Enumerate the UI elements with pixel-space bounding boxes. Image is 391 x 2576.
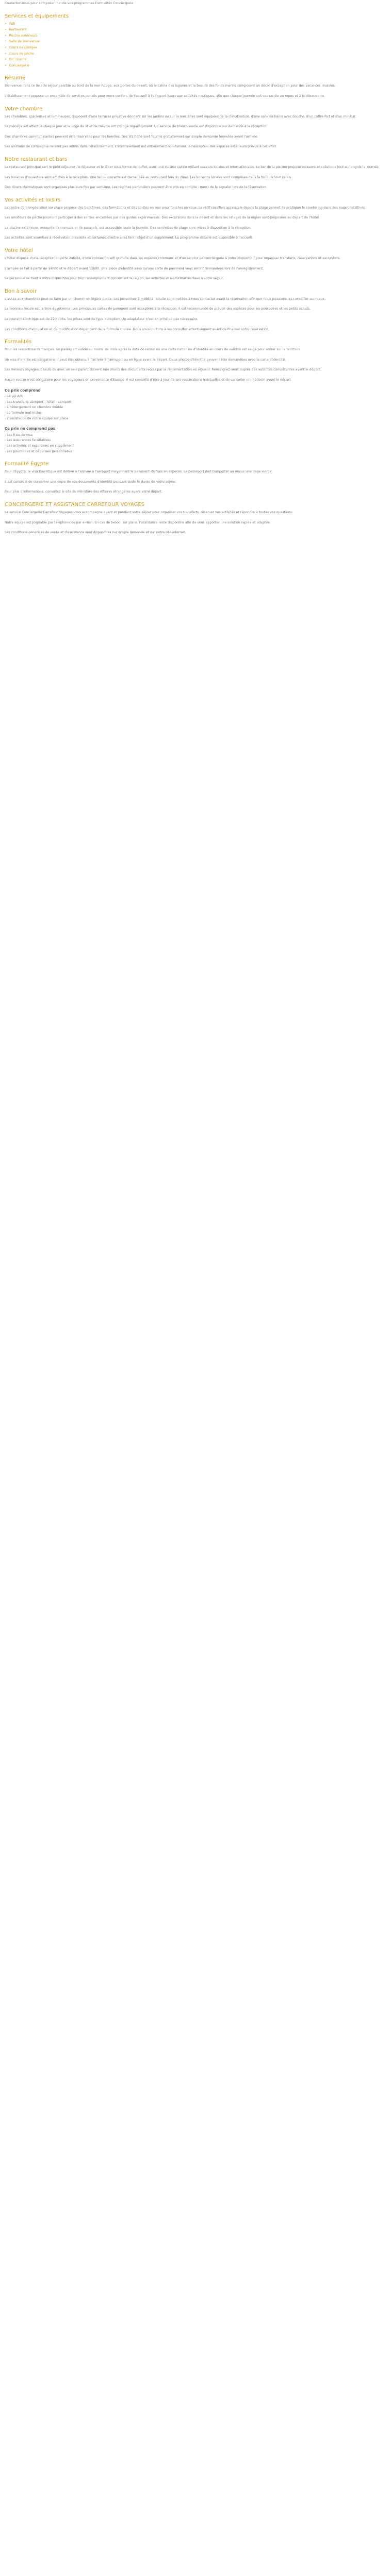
service-item[interactable] (5, 22, 386, 27)
service-link-restaurant[interactable]: Restaurant (9, 28, 27, 32)
conciergerie-paragraph: Le service Conciergerie Carrefour Voyages vous accompagne avant et pendant votre séjour pour organiser vos transferts, réserver vos activités et répondre à toutes vos questions. (5, 510, 293, 514)
bon-a-savoir-paragraph: Les conditions d'annulation et de modification dépendent de la formule choisie. Nous vous invitons à les consulter attentivement avant de finaliser votre réservation. (5, 327, 270, 331)
list-item: - Le vol A/R (5, 394, 386, 400)
formalites-paragraph: Aucun vaccin n'est obligatoire pour les voyageurs en provenance d'Europe. Il est conseillé d'être à jour de ses vaccinations habituelles et de consulter un médecin avant le départ. (5, 378, 292, 382)
service-item[interactable] (5, 33, 386, 39)
list-item: - Les pourboires et dépenses personnelles (5, 449, 386, 455)
egypte-paragraph: Pour plus d'informations, consultez le site du ministère des Affaires étrangères avant votre départ. (5, 490, 162, 494)
list-item: - Les transferts aéroport - hôtel - aéroport (5, 400, 386, 405)
service-link-excursions[interactable]: Excursions (9, 58, 26, 62)
activites-paragraph: Le centre de plongée situé sur place propose des baptêmes, des formations et des sorties en mer pour tous les niveaux. Le récif corallien accessible depuis la plage permet de pratiquer le snorkeling dans des eaux cristallines. (5, 206, 366, 210)
list-item: - Les frais de visa (5, 433, 386, 438)
bon-a-savoir-paragraph: Le courant électrique est de 220 volts, les prises sont de type européen. Un adaptateur n'est en principe pas nécessaire. (5, 317, 199, 321)
service-item[interactable] (5, 27, 386, 33)
conciergerie-title: CONCIERGERIE ET ASSISTANCE CARREFOUR VOYAGES (5, 501, 145, 507)
list-item: - L'assistance de notre équipe sur place (5, 416, 386, 422)
services-title: Services et équipements (5, 13, 69, 19)
formalites-paragraph: Pour les ressortissants français, un passeport valide au moins six mois après la date de retour ou une carte nationale d'identité en cours de validité est exigé pour entrer sur le territoire. (5, 348, 302, 352)
service-link-peche[interactable]: Cours de pêche (9, 52, 34, 56)
bon-a-savoir-paragraph: La monnaie locale est la livre égyptienne. Les principales cartes de paiement sont acceptées à la réception. Il est recommandé de prévoir des espèces pour les pourboires et les petits achats. (5, 307, 311, 311)
formalites-paragraph: Un visa d'entrée est obligatoire. Il peut être obtenu à l'arrivée à l'aéroport ou en ligne avant le départ. Deux photos d'identité peuvent être demandées avec la carte d'identité. (5, 358, 286, 362)
egypte-paragraph: Pour l'Égypte, le visa touristique est délivré à l'arrivée à l'aéroport moyennant le paiement de frais en espèces. Le passeport doit comporter au moins une page vierge. (5, 470, 273, 474)
formalites-paragraph: Les mineurs voyageant seuls ou avec un seul parent doivent être munis des documents requis par la réglementation en vigueur. Renseignez-vous auprès des autorités compétentes avant le départ. (5, 368, 321, 372)
chambre-title: Votre chambre (5, 106, 43, 112)
service-link-wifi[interactable]: Wifi (9, 22, 15, 26)
restaurant-paragraph: Des dîners thématiques sont organisés plusieurs fois par semaine. Les régimes particuliers peuvent être pris en compte : merci de le signaler lors de la réservation. (5, 185, 268, 190)
ce-prix-comprend-list (5, 394, 386, 421)
activites-title: Vos activités et loisirs (5, 197, 61, 203)
service-item[interactable] (5, 39, 386, 45)
list-item: - L'hébergement en chambre double (5, 405, 386, 411)
page (0, 0, 391, 547)
hotel-paragraph: L'arrivée se fait à partir de 14h00 et le départ avant 12h00. Une pièce d'identité ainsi qu'une carte de paiement vous seront demandées lors de l'enregistrement. (5, 266, 264, 270)
conciergerie-paragraph: Notre équipe est joignable par téléphone ou par e-mail. En cas de besoin sur place, l'assistance reste disponible afin de vous apporter une solution rapide et adaptée. (5, 520, 271, 524)
bon-a-savoir-title: Bon à savoir (5, 288, 37, 294)
chambre-paragraph: Des chambres communicantes peuvent être réservées pour les familles. Des lits bébé sont fournis gratuitement sur simple demande formulée avant l'arrivée. (5, 134, 258, 139)
service-item[interactable] (5, 57, 386, 63)
chambre-paragraph: Les animaux de compagnie ne sont pas admis dans l'établissement. L'établissement est entièrement non-fumeur, à l'exception des espaces extérieurs prévus à cet effet. (5, 145, 277, 149)
chambre-paragraph: Les chambres, spacieuses et lumineuses, disposent d'une terrasse privative donnant sur les jardins ou sur la mer. Elles sont équipées de la climatisation, d'une salle de bains avec douche, d'un coffre-fort et d'un minibar. (5, 114, 356, 118)
restaurant-title: Notre restaurant et bars (5, 156, 68, 162)
restaurant-paragraph: Les horaires d'ouverture sont affichés à la réception. Une tenue correcte est demandée au restaurant lors du dîner. Les boissons locales sont comprises dans la formule tout inclus. (5, 175, 292, 179)
hotel-paragraph: L'hôtel dispose d'une réception ouverte 24h/24, d'une connexion wifi gratuite dans les espaces communs et d'un service de conciergerie à votre disposition pour organiser transferts, réservations et excursions. (5, 257, 341, 261)
ce-prix-comprend-title: Ce prix comprend (5, 388, 41, 393)
list-item: - Les assurances facultatives (5, 438, 386, 444)
egypte-paragraph: Il est conseillé de conserver une copie de vos documents d'identité pendant toute la durée de votre séjour. (5, 480, 176, 484)
resume-title: Résumé (5, 75, 26, 81)
ce-prix-ne-comprend-pas-title: Ce prix ne comprend pas (5, 427, 56, 431)
service-item[interactable] (5, 63, 386, 69)
service-item[interactable] (5, 52, 386, 57)
list-item: - Les activités et excursions en supplément (5, 444, 386, 449)
conciergerie-paragraph: Les conditions générales de vente et d'assistance sont disponibles sur simple demande et sur notre site internet. (5, 531, 186, 535)
chambre-paragraph: Le ménage est effectué chaque jour et le linge de lit et de toilette est changé régulièrement. Un service de blanchisserie est disponible sur demande à la réception. (5, 125, 268, 129)
ce-prix-ne-comprend-pas-list (5, 433, 386, 454)
restaurant-paragraph: Le restaurant principal sert le petit-déjeuner, le déjeuner et le dîner sous forme de buffet, avec une cuisine variée mêlant saveurs locales et internationales. Le bar de la piscine propose boissons et collations tout au long de la journée. (5, 165, 380, 169)
services-list (5, 22, 386, 69)
activites-paragraph: Les activités sont soumises à réservation préalable et certaines d'entre elles font l'objet d'un supplément. Le programme détaillé est disponible à l'accueil. (5, 236, 253, 240)
service-link-salle[interactable]: Salle de bienvenue (9, 40, 40, 44)
service-link-conciergerie[interactable]: Conciergerie (9, 63, 29, 67)
service-link-piscine[interactable]: Piscine extérieure (9, 33, 38, 38)
activites-paragraph: Les amateurs de pêche pourront participer à des sorties encadrées par des guides expérimentés. Des excursions dans le désert et dans les villages de la région sont proposées au départ de l'hôtel. (5, 216, 320, 220)
service-link-plongee[interactable]: Cours de plongée (9, 45, 38, 49)
resume-paragraph: L'établissement propose un ensemble de services pensés pour votre confort, de l'accueil à l'aéroport jusqu'aux activités nautiques, afin que chaque journée soit consacrée au repos et à la découverte. (5, 94, 325, 98)
hotel-paragraph: Le personnel se tient à votre disposition pour tout renseignement concernant la région, les activités et les formalités liées à votre séjour. (5, 277, 224, 281)
formalites-title: Formalités (5, 339, 32, 345)
activites-paragraph: La piscine extérieure, entourée de transats et de parasols, est accessible toute la journée. Des serviettes de plage sont mises à disposition à la réception. (5, 226, 251, 230)
intro-text: Contactez-nous pour composer l'un de vos programmes Formalités Conciergerie (5, 2, 134, 5)
list-item: - La formule tout inclus (5, 411, 386, 416)
hotel-title: Votre hôtel (5, 248, 33, 254)
resume-paragraph: Bienvenue dans ce lieu de séjour paisible au bord de la mer Rouge, aux portes du désert, où le calme des lagunes et la beauté des fonds marins composent un décor d'exception pour des vacances réussies. (5, 84, 336, 88)
bon-a-savoir-paragraph: L'accès aux chambres peut se faire par un chemin en légère pente. Les personnes à mobilité réduite sont invitées à nous contacter avant la réservation afin que nous puissions les conseiller au mieux. (5, 297, 326, 301)
formalite-egypte-title: Formalité Égypte (5, 461, 49, 467)
service-item[interactable] (5, 45, 386, 51)
